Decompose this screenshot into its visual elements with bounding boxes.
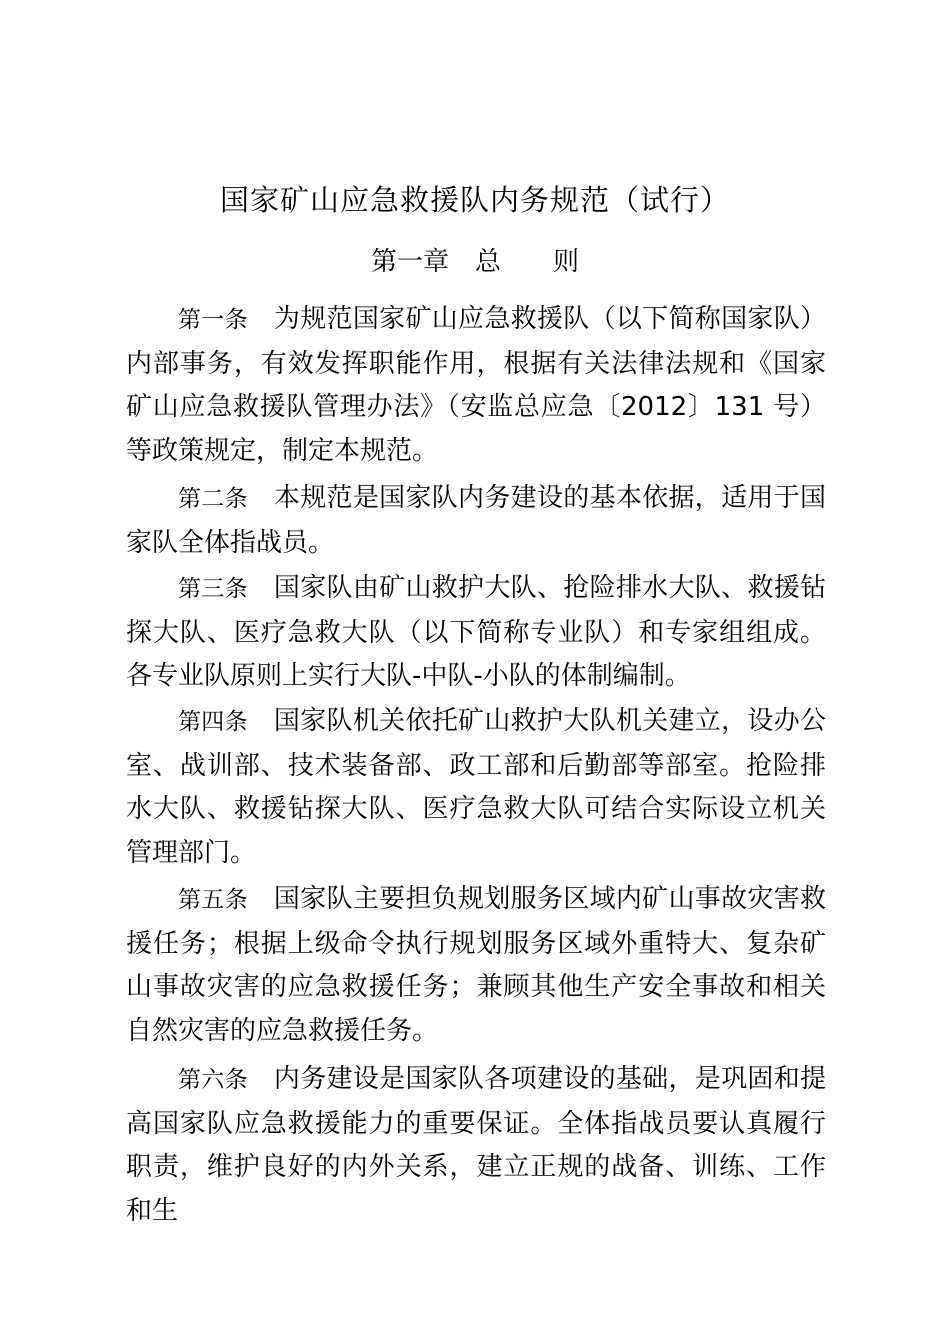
article-label: 第五条 — [178, 887, 248, 913]
article-text: 本规范是国家队内务建设的基本依据，适用于国家队全体指战员。 — [126, 483, 826, 558]
article-text: 国家队机关依托矿山救护大队机关建立，设办公室、战训部、技术装备部、政工部和后勤部等部室。抢险排水大队、救援钻探大队、医疗急救大队可结合实际设立机关管理部门。 — [126, 706, 826, 868]
article-4 — [126, 700, 826, 875]
article-2 — [126, 477, 826, 565]
article-5 — [126, 878, 826, 1053]
article-text: 为规范国家矿山应急救援队（以下简称国家队）内部事务，有效发挥职能作用，根据有关法律法规和《国家矿山应急救援队管理办法》（安监总应急〔2012〕131 号）等政策规定，制定本规范。 — [126, 304, 826, 466]
article-6 — [126, 1058, 826, 1233]
article-label: 第一条 — [178, 307, 248, 333]
article-1 — [126, 298, 826, 473]
article-text: 内务建设是国家队各项建设的基础，是巩固和提高国家队应急救援能力的重要保证。全体指战员要认真履行职责，维护良好的内外关系，建立正规的战备、训练、工作和生 — [126, 1064, 826, 1226]
article-label: 第六条 — [178, 1067, 248, 1093]
chapter-name-part1: 总 — [474, 247, 501, 277]
chapter-number: 第一章 — [370, 247, 449, 277]
article-label: 第二条 — [178, 486, 248, 512]
chapter-name-part2: 则 — [553, 247, 580, 277]
article-label: 第三条 — [178, 576, 248, 602]
article-text: 国家队由矿山救护大队、抢险排水大队、救援钻探大队、医疗急救大队（以下简称专业队）和专家组组成。各专业队原则上实行大队-中队-小队的体制编制。 — [126, 573, 826, 691]
document-title: 国家矿山应急救援队内务规范（试行） — [219, 183, 730, 217]
article-label: 第四条 — [178, 709, 248, 735]
article-3 — [126, 567, 826, 699]
chapter-heading — [0, 243, 950, 281]
article-text: 国家队主要担负规划服务区域内矿山事故灾害救援任务；根据上级命令执行规划服务区域外重特大、复杂矿山事故灾害的应急救援任务；兼顾其他生产安全事故和相关自然灾害的应急救援任务。 — [126, 884, 826, 1046]
